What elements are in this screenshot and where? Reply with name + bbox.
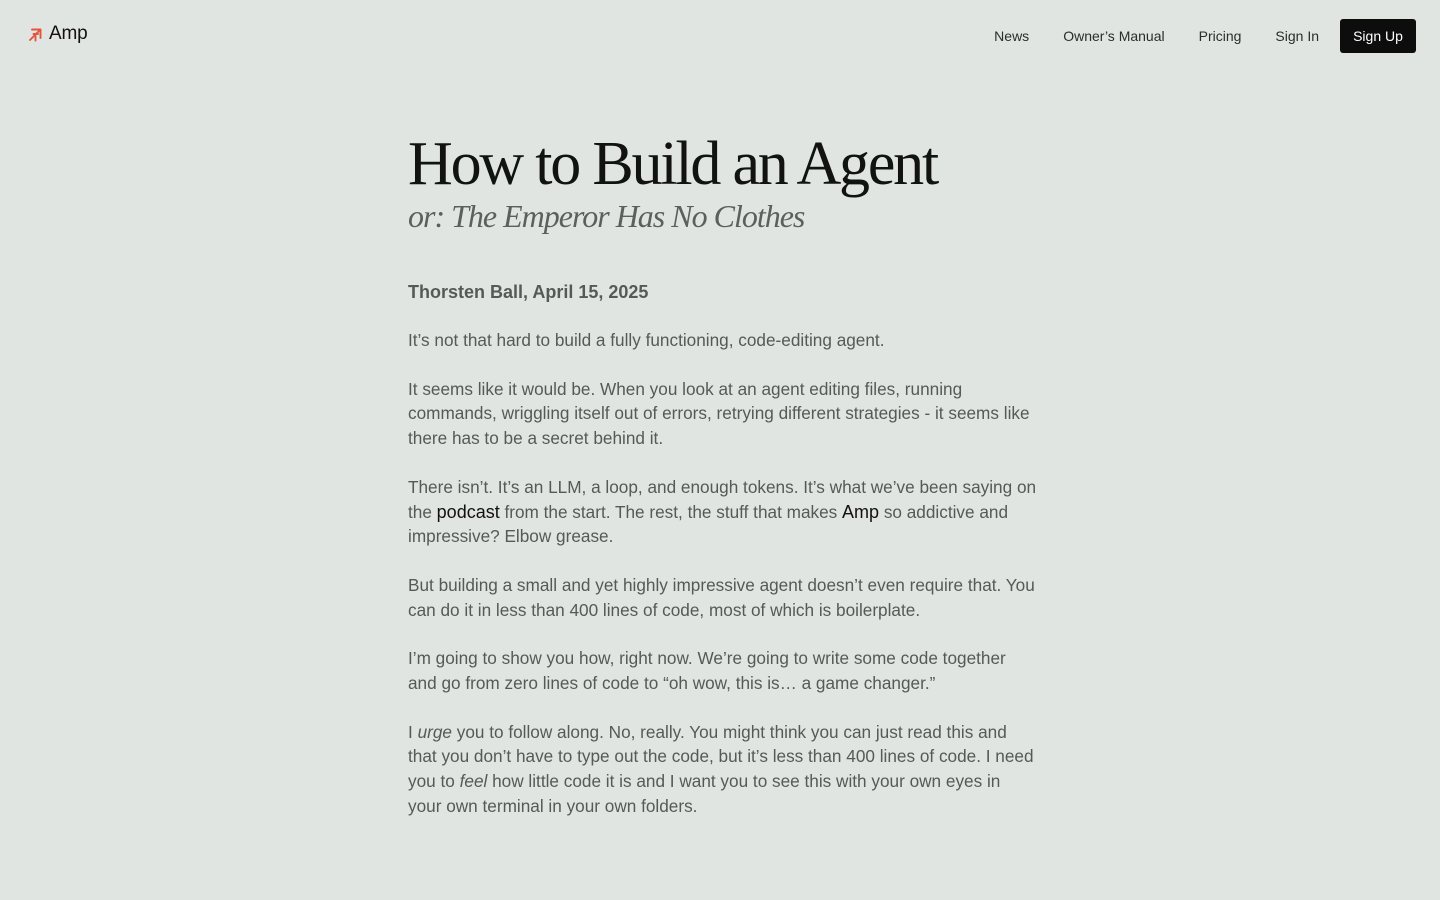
paragraph-6-text-b: you to follow along. No, really. You might think you can just read this and that you don’t have to type out the code, but it’s less than 400 lines of code. I need you to [408,721,1034,792]
paragraph-6-text-c: how little code it is and I want you to see this with your own eyes in your own terminal in your own folders. [408,771,1001,816]
home-logo-link[interactable] [28,23,87,45]
paragraph-6-text-a: I [408,721,418,742]
article-subtitle: or: The Emperor Has No Clothes [408,198,805,234]
paragraph-3-text-a: There isn’t. It’s an LLM, a loop, and enough tokens. It’s what we’ve been saying on the [408,476,1037,522]
emphasis-feel: feel [459,771,488,792]
article [408,128,1038,819]
podcast-link[interactable]: podcast [436,501,500,522]
logo-wordmark: Amp [49,23,88,44]
paragraph-5: I’m going to show you how, right now. We’re going to write some code together and go from zero lines of code to “oh wow, this is… a game changer.” [408,648,1006,694]
paragraph-1: It’s not that hard to build a fully functioning, code-editing agent. [408,330,885,350]
article-title: How to Build an Agent [408,130,937,198]
paragraph-3 [408,475,1038,549]
nav-pricing-link[interactable]: Pricing [1198,28,1242,44]
paragraph-4: But building a small and yet highly impressive agent doesn’t even require that. You can do it in less than 400 lines of code, most of which is boilerplate. [408,574,1035,620]
amp-logo-icon [28,25,46,43]
sign-up-button[interactable]: Sign Up [1340,19,1416,53]
main-nav [994,19,1416,53]
paragraph-3-text-c: so addictive and impressive? Elbow grease. [408,501,1009,547]
nav-news-link[interactable]: News [994,28,1030,44]
sign-in-link[interactable]: Sign In [1275,28,1319,44]
amp-link[interactable]: Amp [842,501,880,522]
emphasis-urge: urge [417,721,452,742]
paragraph-2: It seems like it would be. When you look at an agent editing files, running commands, wriggling itself out of errors, retrying different strategies - it seems like there has to be a secret behind it. [408,378,1030,449]
top-navigation-bar [0,0,1440,72]
paragraph-3-text-b: from the start. The rest, the stuff that makes [499,501,843,522]
paragraph-6 [408,720,1038,819]
nav-owners-manual-link[interactable]: Owner’s Manual [1063,28,1165,44]
article-byline: Thorsten Ball, April 15, 2025 [408,282,649,302]
